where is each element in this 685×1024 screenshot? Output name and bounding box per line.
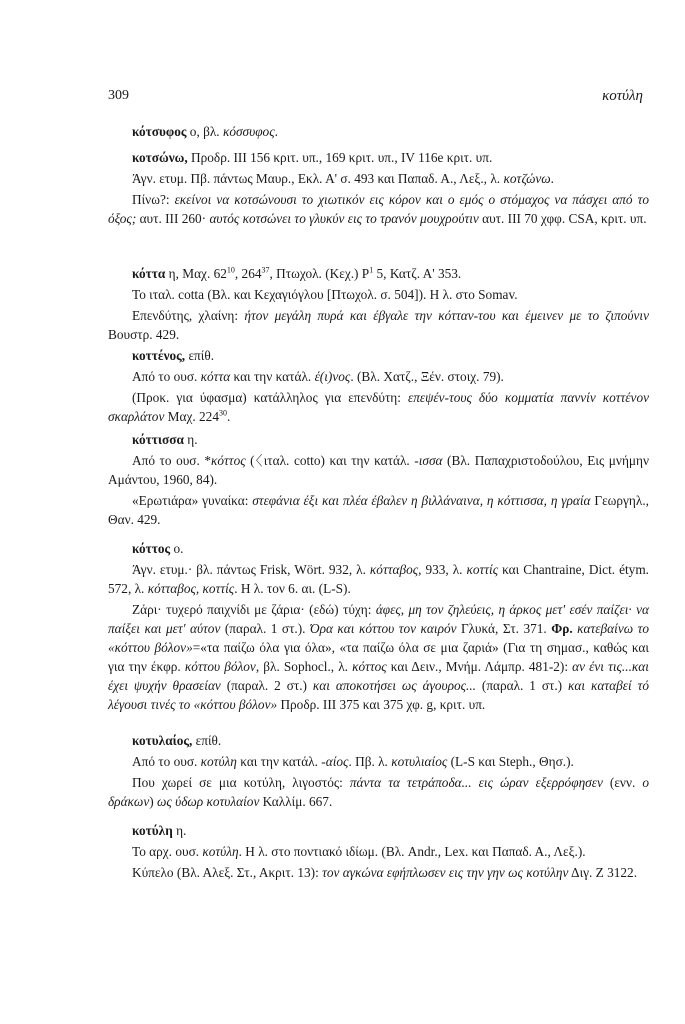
italic-quote: -ισσα bbox=[414, 453, 443, 468]
text-run: . bbox=[274, 124, 278, 139]
text-run: Κύπελο (Βλ. Αλεξ. Στ., Ακριτ. 13): bbox=[132, 865, 323, 880]
text-run: Προδρ. ΙΙΙ 375 και 375 χφ. g, κριτ. υπ. bbox=[277, 697, 486, 712]
text-run: ο, βλ. bbox=[186, 124, 223, 139]
entry-paragraph bbox=[108, 285, 649, 304]
text-run: Το αρχ. ουσ. bbox=[132, 844, 203, 859]
entry-paragraph bbox=[108, 560, 649, 598]
text-run: αυτ. ΙΙΙ 260· bbox=[136, 211, 210, 226]
italic-quote: και καταβεί τό λέγουσι τινές το «κόττου βόλον» bbox=[108, 678, 649, 712]
text-run: Επενδύτης, χλαίνη: bbox=[132, 308, 245, 323]
text-run: , Πτωχολ. (Κεχ.) P bbox=[269, 266, 370, 281]
italic-quote: έ(ι)νος bbox=[314, 369, 351, 384]
text-run: , 264 bbox=[234, 266, 262, 281]
text-run: . Η λ. στο ποντιακό ιδίωμ. (Βλ. Andr., Lex. και Παπαδ. Α., Λεξ.). bbox=[238, 844, 586, 859]
entry-kottissa bbox=[108, 430, 649, 531]
text-run: και Chantraine, Dict. étym. 572, λ. bbox=[108, 562, 649, 596]
italic-quote: αν ένι τις...και έχει ψυχήν θρασείαν bbox=[108, 659, 649, 693]
text-run: ο. bbox=[170, 541, 184, 556]
entry-paragraph bbox=[108, 190, 649, 228]
text-run: Άγν. ετυμ.· βλ. πάντως Frisk, Wört. 932, λ. bbox=[132, 562, 370, 577]
text-run: , 933, λ. bbox=[418, 562, 467, 577]
italic-quote: ως ύδωρ κοτυλαίον bbox=[156, 794, 260, 809]
entry-headline bbox=[108, 346, 649, 365]
italic-quote: και αποκοτήσει ως άγουρος... bbox=[312, 678, 476, 693]
headword: Φρ. bbox=[551, 621, 573, 636]
text-run: Από το ουσ. bbox=[132, 369, 201, 384]
text-run: Γεωργηλ., Θαν. 429. bbox=[108, 493, 649, 527]
text-run: Βουστρ. 429. bbox=[108, 327, 180, 342]
headword: κόττισσα bbox=[132, 432, 184, 447]
headword: κοτσώνω, bbox=[132, 150, 188, 165]
text-run: Πίνω?: bbox=[132, 192, 175, 207]
entry-paragraph bbox=[108, 600, 649, 714]
entry-paragraph bbox=[108, 451, 649, 489]
entry-kotsyfos bbox=[108, 122, 649, 143]
entry-kottos bbox=[108, 539, 649, 716]
text-run: Γλυκά, Στ. 371. bbox=[456, 621, 552, 636]
entry-kotyli bbox=[108, 821, 649, 884]
entry-kotta bbox=[108, 264, 649, 346]
italic-quote: άφες, μη τον ζηλεύεις, η άρκος μετ' εσέν παίζει· να παίξει και μετ' αύτον bbox=[108, 602, 649, 636]
italic-quote: επεψέν-τους δύο κομματία παννίν κοττένον σκαρλάτον bbox=[108, 390, 649, 424]
headword: κοτυλαίος, bbox=[132, 733, 193, 748]
text-run: Άγν. ετυμ. Πβ. πάντως Μαυρ., Εκλ. Α' σ. 493 και Παπαδ. Α., Λεξ., λ. bbox=[132, 171, 504, 186]
headword: κοττένος, bbox=[132, 348, 186, 363]
text-run: Προδρ. ΙΙΙ 156 κριτ. υπ., 169 κριτ. υπ., IV 116e κριτ. υπ. bbox=[187, 150, 493, 165]
headword: κόττα bbox=[132, 266, 166, 281]
entry-headline bbox=[108, 731, 649, 750]
entry-kottenos bbox=[108, 346, 649, 428]
entry-paragraph bbox=[108, 388, 649, 426]
text-run: Από το ουσ. * bbox=[132, 453, 212, 468]
text-run: . (Βλ. Χατζ., Ξέν. στοιχ. 79). bbox=[350, 369, 504, 384]
superscript: 37 bbox=[261, 265, 270, 275]
text-run: , βλ. Sophocl., λ. bbox=[255, 659, 353, 674]
entry-headline bbox=[108, 122, 649, 141]
italic-quote: κοτζώνω bbox=[503, 171, 551, 186]
entry-paragraph bbox=[108, 773, 649, 811]
entry-kotylaios bbox=[108, 731, 649, 813]
text-run: ) bbox=[149, 794, 157, 809]
text-run: η, Μαχ. 62 bbox=[165, 266, 227, 281]
entry-paragraph bbox=[108, 752, 649, 771]
italic-quote: πάντα τα τετράποδα... εις ώραν εξερρόφησεν bbox=[349, 775, 603, 790]
page-number: 309 bbox=[108, 88, 129, 103]
entry-paragraph bbox=[108, 863, 649, 882]
entry-headline bbox=[108, 264, 649, 283]
italic-quote: κόττος bbox=[211, 453, 246, 468]
text-run: αυτ. ΙΙΙ 70 χφφ. CSA, κριτ. υπ. bbox=[478, 211, 647, 226]
superscript: 10 bbox=[226, 265, 235, 275]
text-run: . Πβ. λ. bbox=[348, 754, 392, 769]
text-run: η. bbox=[183, 432, 198, 447]
superscript: 1 bbox=[369, 265, 374, 275]
italic-quote: Όρα και κόττου τον καιρόν bbox=[309, 621, 457, 636]
headword: κότσυφος bbox=[132, 124, 187, 139]
text-run: 5, Κατζ. Α' 353. bbox=[373, 266, 462, 281]
italic-quote: κατεβαίνω το «κόττου βόλον» bbox=[108, 621, 649, 655]
text-run: =«τα παίζω όλα για όλα», «τα παίζω όλα σε μια ζαριά» (Για τη σημασ., καθώς και για την έκφρ. bbox=[108, 640, 649, 674]
text-run: Διγ. Ζ 3122. bbox=[568, 865, 638, 880]
italic-quote: κοττίς bbox=[466, 562, 499, 577]
text-run: (L-S και Steph., Θησ.). bbox=[447, 754, 574, 769]
entry-headline bbox=[108, 148, 649, 167]
text-run: (παραλ. 1 στ.). bbox=[220, 621, 310, 636]
text-run: Ζάρι· τυχερό παιχνίδι με ζάρια· (εδώ) τύχη: bbox=[132, 602, 376, 617]
text-run: (παραλ. 2 στ.) bbox=[220, 678, 313, 693]
italic-quote: εκείνοι να κοτσώνουσι το χιωτικόν εις κόρον και ο εμός ο στόμαχος να πάσχει από το όξος; bbox=[108, 192, 650, 226]
text-run: . Η λ. τον 6. αι. (L-S). bbox=[234, 581, 351, 596]
italic-quote: ο δράκων bbox=[108, 775, 649, 809]
headword: κόττος bbox=[132, 541, 171, 556]
text-run: (Προκ. για ύφασμα) κατάλληλος για επενδύτη: bbox=[132, 390, 408, 405]
italic-quote: κότταβος bbox=[369, 562, 419, 577]
text-run: (παραλ. 1 στ.) bbox=[475, 678, 569, 693]
italic-quote: τον αγκώνα εφήπλωσεν εις την γην ως κοτύλην bbox=[322, 865, 569, 880]
entry-paragraph bbox=[108, 169, 649, 188]
running-head: κοτύλη bbox=[602, 88, 643, 104]
text-run: και Δειν., Μνήμ. Λάμπρ. 481-2): bbox=[386, 659, 573, 674]
text-run: επίθ. bbox=[192, 733, 222, 748]
italic-quote: κοτυλιαίος bbox=[391, 754, 448, 769]
text-run: Μαχ. 224 bbox=[164, 409, 219, 424]
text-run: . bbox=[550, 171, 554, 186]
text-run: η. bbox=[172, 823, 187, 838]
italic-quote: κότταβος, κοττίς bbox=[147, 581, 235, 596]
entry-headline bbox=[108, 821, 649, 840]
entry-paragraph bbox=[108, 491, 649, 529]
text-run: και την κατάλ. bbox=[236, 754, 322, 769]
italic-quote: -αίος bbox=[321, 754, 349, 769]
entry-headline bbox=[108, 430, 649, 449]
text-run: (Βλ. Παπαχριστοδούλου, Εις μνήμην Αμάντου, 1960, 84). bbox=[108, 453, 649, 487]
italic-quote: κόττος bbox=[352, 659, 387, 674]
italic-quote: κόττου βόλον bbox=[184, 659, 256, 674]
entry-paragraph bbox=[108, 306, 649, 344]
text-run: και την κατάλ. bbox=[230, 369, 315, 384]
italic-quote: κόσσυφος bbox=[222, 124, 275, 139]
entry-headline bbox=[108, 539, 649, 558]
text-run: Από το ουσ. bbox=[132, 754, 201, 769]
text-run: Που χωρεί σε μια κοτύλη, λιγοστός: bbox=[132, 775, 350, 790]
headword: κοτύλη bbox=[132, 823, 173, 838]
italic-quote: κοτύλη bbox=[200, 754, 237, 769]
italic-quote: κοτύλη bbox=[202, 844, 239, 859]
text-run: Καλλίμ. 667. bbox=[259, 794, 333, 809]
italic-quote: ήτον μεγάλη πυρά και έβγαλε την κότταν-του και έμεινεν με το ζιπούνιν bbox=[244, 308, 649, 323]
text-run: «Ερωτιάρα» γυναίκα: bbox=[132, 493, 253, 508]
italic-quote: κόττα bbox=[200, 369, 231, 384]
text-run: Το ιταλ. cotta (Βλ. και Κεχαγιόγλου [Πτωχολ. σ. 504]). Η λ. στο Somav. bbox=[132, 287, 518, 302]
text-run: (ενν. bbox=[602, 775, 643, 790]
italic-quote: αυτός κοτσώνει το γλυκύν εις το τρανόν μουχρούτιν bbox=[209, 211, 479, 226]
entry-paragraph bbox=[108, 367, 649, 386]
text-run: . bbox=[226, 409, 231, 424]
superscript: 30 bbox=[218, 408, 227, 418]
text-run: επίθ. bbox=[185, 348, 215, 363]
text-run: (〈ιταλ. cotto) και την κατάλ. bbox=[245, 453, 415, 468]
entry-paragraph bbox=[108, 842, 649, 861]
entry-kotsono bbox=[108, 148, 649, 230]
italic-quote: στεφάνια έξι και πλέα έβαλεν η βιλλάναινα, η κόττισσα, η γραία bbox=[252, 493, 591, 508]
